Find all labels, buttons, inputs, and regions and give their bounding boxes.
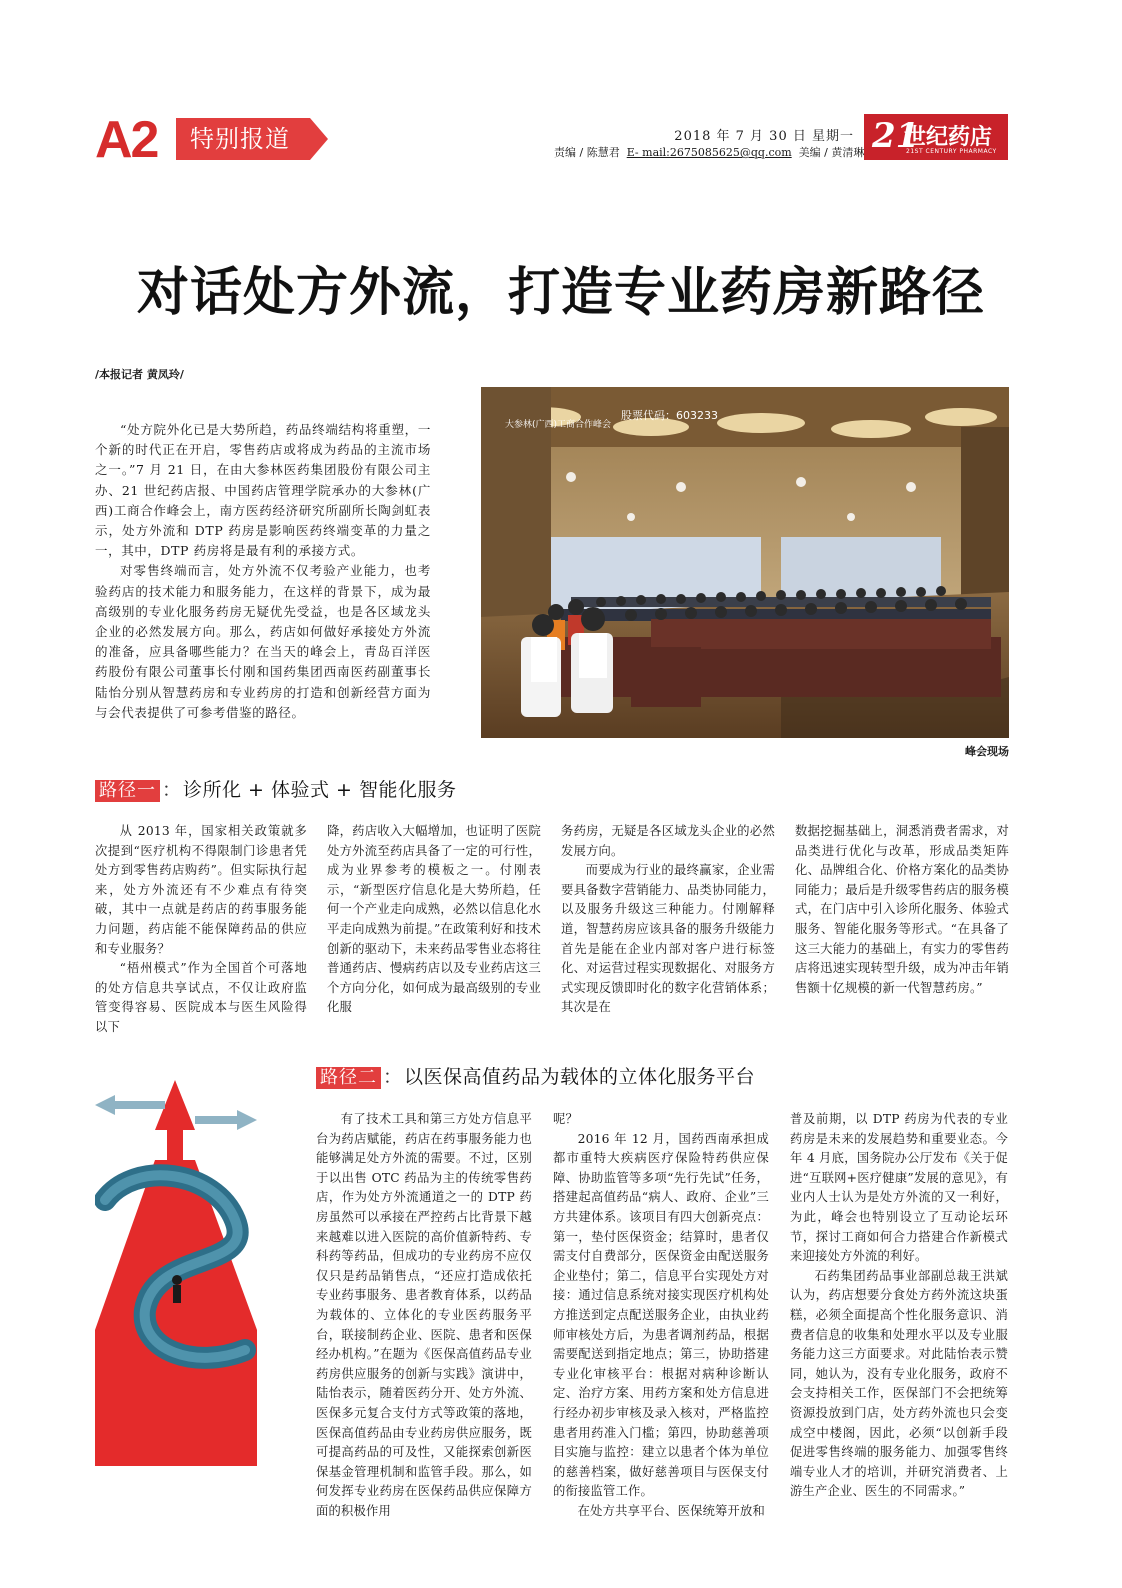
conference-photo: [481, 387, 1009, 738]
road-arrow-icon: [95, 1080, 257, 1466]
route2-colon: ：: [383, 1066, 403, 1088]
photo-screen-text: 股票代码：603233: [621, 409, 718, 422]
paragraph: 降，药店收入大幅增加，也证明了医院处方外流至药店具备了一定的可行性，成为业界参考的模板之一。付刚表示，“新型医疗信息化是大势所趋，任何一个产业走向成熟，必然以信息化水平走向成熟为前提。”在政策利好和技术创新的驱动下，未来药品零售业态将往普通药店、慢病药店以及专业药店这三个方向分化，如何成为最高级别的专业化服: [327, 824, 541, 1015]
lead-text: [95, 420, 431, 723]
logo-name: 世纪药店: [904, 125, 993, 150]
paragraph: 在处方共享平台、医保统筹开放和: [577, 1503, 766, 1518]
paragraph: 务药房，无疑是各区域龙头企业的必然发展方向。: [561, 824, 775, 858]
route1-colon: ：: [162, 779, 182, 801]
route2-tag: 路径二: [316, 1067, 381, 1089]
editor-credits: [554, 144, 864, 160]
route2-heading: [316, 1062, 755, 1089]
route1-title: 诊所化 + 体验式 + 智能化服务: [183, 779, 457, 801]
paragraph: 从 2013 年，国家相关政策就多次提到“医疗机构不得限制门诊患者凭处方到零售药店购药”。但实际执行起来，处方外流还有不少难点有待突破，其中一点就是药店的药事服务能力问题，药店能不能保障药品的供应和专业服务？: [95, 824, 307, 956]
paragraph: 有了技术工具和第三方处方信息平台为药店赋能，药店在药事服务能力也能够满足处方外流的需要。不过，区别于以出售 OTC 药品为主的传统零售药店，作为处方外流通道之一的 DTP 药房虽然可以承接在严控药占比背景下越来越难以进入医院的高价值新特药、专科药等药品，但成功的专业药房不应仅仅只是药品销售点，“还应打造成依托专业药事服务、患者教育体系，以药品为载体的、立体化的专业医药服务平台，联接制药企业、医院、患者和医保经办机构。”在题为《医保高值药品专业药房供应服务的创新与实践》演讲中，陆怡表示，随着医药分开、处方外流、医保多元复合支付方式等政策的落地，医保高值药品由专业药房供应服务，既可提高药品的可及性，又能探索创新医保基金管理机制和监管手段。那么，如何发挥专业药房在医保药品供应保障方面的积极作用: [316, 1112, 532, 1518]
logo-mark: 21: [872, 116, 920, 156]
paragraph: 呢？: [553, 1112, 578, 1126]
paragraph: 普及前期，以 DTP 药房为代表的专业药房是未来的发展趋势和重要业态。今年 4 月底，国务院办公厅发布《关于促进“互联网+医疗健康”发展的意见》，有业内人士认为是处方外流的又一利好，为此，峰会也特别设立了互动论坛环节，探讨工商如何合力搭建合作新模式来迎接处方外流的利好。: [790, 1112, 1008, 1264]
photo-banner-text: 大参林(广西)工商合作峰会: [505, 420, 612, 430]
editor-name: 责编 / 陈慧君: [554, 146, 620, 159]
route2-title: 以医保高值药品为载体的立体化服务平台: [404, 1066, 756, 1088]
issue-date: 2018 年 7 月 30 日 星期一: [674, 129, 854, 144]
route1-column-4: [795, 822, 1009, 998]
section-tag-label: 特别报道: [190, 125, 290, 153]
logo-subtitle: 21ST CENTURY PHARMACY: [906, 148, 997, 155]
route1-tag: 路径一: [95, 780, 160, 802]
page-number: A2: [95, 111, 158, 169]
paragraph: 石药集团药品事业部副总裁王洪斌认为，药店想要分食处方药外流这块蛋糕，必须全面提高个性化服务意识、消费者信息的收集和处理水平以及专业服务能力这三方面要求。对此陆怡表示赞同，她认为，没有专业化服务，政府不会支持相关工作，医保部门不会把统筹资源投放到门店，处方药外流也只会变成空中楼阁，因此，必须“以创新手段促进零售终端的服务能力、加强零售终端专业人才的培训，并研究消费者、上游生产企业、医生的不同需求。”: [790, 1268, 1008, 1499]
route2-column-1: [316, 1110, 532, 1521]
newspaper-logo: [864, 114, 1008, 160]
paragraph: 而要成为行业的最终赢家，企业需要具备数字营销能力、品类协同能力，以及服务升级这三种能力。付刚解释道，智慧药房应该具备的服务升级能力首先是能在企业内部对客户进行标签化、对运营过程实现数据化、对服务方式实现反馈即时化的数字化营销体系；其次是在: [561, 863, 775, 1015]
photo-caption: 峰会现场: [965, 745, 1009, 758]
route1-heading: [95, 775, 457, 802]
conference-photo-image: [481, 387, 1009, 738]
paragraph: 数据挖掘基础上，洞悉消费者需求，对品类进行优化与改革，形成品类矩阵化、品牌组合化、价格方案化的品类协同能力；最后是升级零售药店的服务模式，在门店中引入诊所化服务、体验式服务、智能化服务等形式。“在具备了这三大能力的基础上，有实力的零售药店将迅速实现转型升级，成为冲击年销售额十亿规模的新一代智慧药房。”: [795, 824, 1009, 995]
route2-column-2: [553, 1110, 769, 1521]
page-headline: 对话处方外流，打造专业药房新路径: [136, 263, 985, 323]
route1-column-3: [561, 822, 775, 1018]
arrow-illustration: [95, 1080, 257, 1466]
route1-column-1: [95, 822, 307, 1038]
designer-name: 美编 / 黄清琳: [798, 146, 865, 159]
section-tag: [176, 118, 328, 160]
route1-column-2: [327, 822, 541, 1018]
lead-paragraph: 对零售终端而言，处方外流不仅考验产业能力，也考验药店的技术能力和服务能力，在这样的背景下，成为最高级别的专业化服务药房无疑优先受益，也是各区域龙头企业的必然发展方向。那么，药店如何做好承接处方外流的准备，应具备哪些能力？在当天的峰会上，青岛百洋医药股份有限公司董事长付刚和国药集团西南医药副董事长陆怡分别从智慧药房和专业药房的打造和创新经营方面为与会代表提供了可参考借鉴的路径。: [95, 563, 431, 720]
byline: /本报记者 黄凤玲/: [95, 368, 184, 381]
route2-column-3: [790, 1110, 1008, 1502]
editor-email[interactable]: E- mail:2675085625@qq.com: [626, 146, 792, 159]
paragraph: “梧州模式”作为全国首个可落地的处方信息共享试点，不仅让政府监管变得容易、医院成本与医生风险得以下: [95, 961, 307, 1034]
lead-paragraph: “处方院外化已是大势所趋，药品终端结构将重塑，一个新的时代正在开启，零售药店或将成为药品的主流市场之一。”7 月 21 日，在由大参林医药集团股份有限公司主办、21 世纪药店报、中国药店管理学院承办的大参林(广西)工商合作峰会上，南方医药经济研究所副所长陶剑虹表示，处方外流和 DTP 药房是影响医药终端变革的力量之一，其中，DTP 药房将是最有利的承接方式。: [95, 422, 431, 559]
paragraph: 2016 年 12 月，国药西南承担成都市重特大疾病医疗保险特药供应保障、协助监管等多项“先行先试”任务，搭建起高值药品“病人、政府、企业”三方共建体系。该项目有四大创新亮点：第一，垫付医保资金；结算时，患者仅需支付自费部分，医保资金由配送服务企业垫付；第二，信息平台实现处方对接：通过信息系统对接实现医疗机构处方推送到定点配送服务企业，由执业药师审核处方后，为患者调剂药品，根据需要配送到指定地点；第三，协助搭建专业化审核平台：根据对病种诊断认定、治疗方案、用药方案和处方信息进行经办初步审核及录入核对，严格监控患者用药准入门槛；第四，协助慈善项目实施与监控：建立以患者个体为单位的慈善档案，做好慈善项目与医保支付的衔接监管工作。: [553, 1131, 769, 1499]
